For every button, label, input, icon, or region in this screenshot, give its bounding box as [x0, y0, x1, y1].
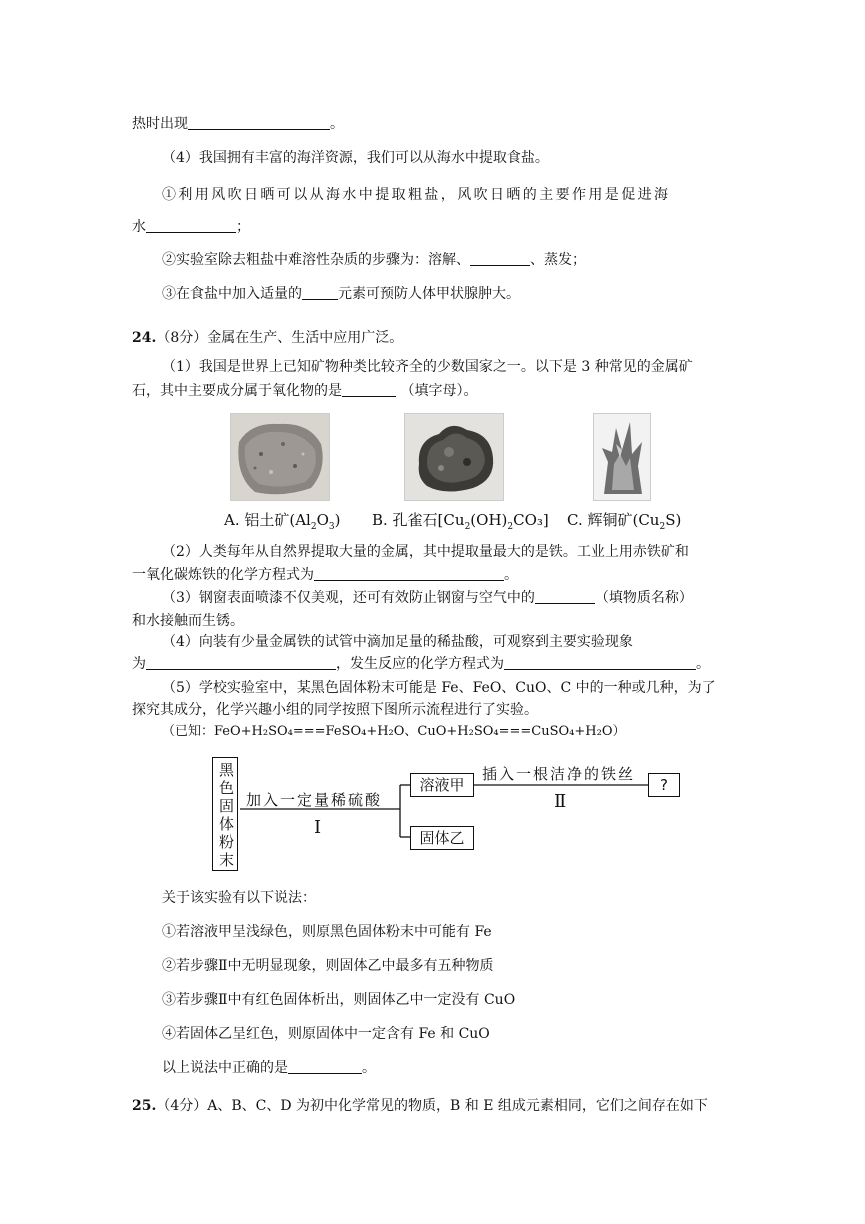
- statement-2: ②若步骤Ⅱ中无明显现象，则固体乙中最多有五种物质: [162, 958, 494, 974]
- answer-blank[interactable]: [314, 565, 504, 581]
- q25-header: 25.（4分）A、B、C、D 为初中化学常见的物质，B 和 E 组成元素相同，它们之间存在如下: [132, 1098, 708, 1114]
- q4-item1-text: ①利用风吹日晒可以从海水中提取粗盐，风吹日晒的主要作用是促进海: [162, 187, 671, 203]
- continuation-line: 热时出现 。: [132, 116, 344, 132]
- q24-p5-cont: 探究其成分，化学兴趣小组的同学按照下图所示流程进行了实验。: [132, 702, 538, 718]
- statements-intro: 关于该实验有以下说法：: [162, 890, 316, 906]
- answer-line: 以上说法中正确的是 。: [162, 1060, 376, 1076]
- ore-caption-b: B. 孔雀石$[Cu_2(OH)_2CO_3]$: [372, 511, 549, 532]
- q4-item1-cont: 水 ；: [132, 219, 250, 235]
- q24-p3: （3）钢窗表面喷漆不仅美观，还可有效防止钢窗与空气中的 （填物质名称）: [162, 590, 693, 606]
- q24-p1: （1）我国是世界上已知矿物种类比较齐全的少数国家之一。以下是 3 种常见的金属矿: [162, 359, 693, 375]
- answer-blank[interactable]: [535, 588, 595, 604]
- ore-caption-a: A. 铝土矿$(Al_2O_3)$: [224, 511, 341, 532]
- answer-blank[interactable]: [470, 250, 530, 266]
- step1-number: Ⅰ: [314, 817, 322, 838]
- answer-blank[interactable]: [288, 1058, 362, 1074]
- q24-p2: （2）人类每年从自然界提取大量的金属，其中提取量最大的是铁。工业上用赤铁矿和: [162, 544, 689, 560]
- statement-3: ③若步骤Ⅱ中有红色固体析出，则固体乙中一定没有 CuO: [162, 992, 516, 1008]
- answer-blank[interactable]: [342, 381, 396, 397]
- ore-caption-c: C. 辉铜矿$(Cu_2S)$: [567, 511, 682, 532]
- q24-p4-cont: 为 ，发生反应的化学方程式为 。: [132, 656, 710, 672]
- step2-label: 插入一根洁净的铁丝: [482, 765, 636, 783]
- malachite-ore-photo: [404, 413, 504, 501]
- answer-blank[interactable]: [146, 654, 336, 670]
- answer-blank[interactable]: [302, 284, 338, 300]
- q4-item2: ②实验室除去粗盐中难溶性杂质的步骤为：溶解、 、蒸发；: [162, 252, 586, 268]
- result-box: ?: [648, 773, 680, 797]
- q24-p5: （5）学校实验室中，某黑色固体粉末可能是 Fe、FeO、CuO、C 中的一种或几种，为了: [162, 680, 716, 696]
- q24-p2-cont: 一氧化碳炼铁的化学方程式为 。: [132, 567, 518, 583]
- experiment-flowchart: [212, 757, 692, 872]
- q24-p3-cont: 和水接触而生锈。: [132, 613, 244, 629]
- bauxite-ore-photo: [230, 413, 330, 501]
- solid-b-box: 固体乙: [410, 826, 474, 850]
- q24-header: 24.（8分）金属在生产、生活中应用广泛。: [132, 330, 404, 346]
- answer-blank[interactable]: [504, 654, 696, 670]
- solution-a-box: 溶液甲: [410, 773, 474, 797]
- q24-p1-cont: 石，其中主要成分属于氧化物的是 （填字母）。: [132, 383, 478, 399]
- q4-item3: ③在食盐中加入适量的 元素可预防人体甲状腺肿大。: [162, 286, 520, 302]
- statement-1: ①若溶液甲呈浅绿色，则原黑色固体粉末中可能有 Fe: [162, 924, 492, 940]
- known-equations: （已知：FeO+H₂SO₄===FeSO₄+H₂O、CuO+H₂SO₄===CuSO₄+H₂O）: [162, 724, 626, 739]
- step1-label: 加入一定量稀硫酸: [246, 791, 383, 809]
- black-powder-box: 黑色固体粉末: [212, 757, 238, 871]
- step2-number: Ⅱ: [554, 791, 567, 812]
- answer-blank[interactable]: [146, 217, 236, 233]
- statement-4: ④若固体乙呈红色，则原固体中一定含有 Fe 和 CuO: [162, 1026, 490, 1042]
- q4-title: （4）我国拥有丰富的海洋资源，我们可以从海水中提取食盐。: [162, 150, 549, 166]
- q24-p4: （4）向装有少量金属铁的试管中滴加足量的稀盐酸，可观察到主要实验现象: [162, 634, 633, 650]
- chalcocite-ore-photo: [593, 413, 651, 501]
- answer-blank[interactable]: [188, 114, 330, 130]
